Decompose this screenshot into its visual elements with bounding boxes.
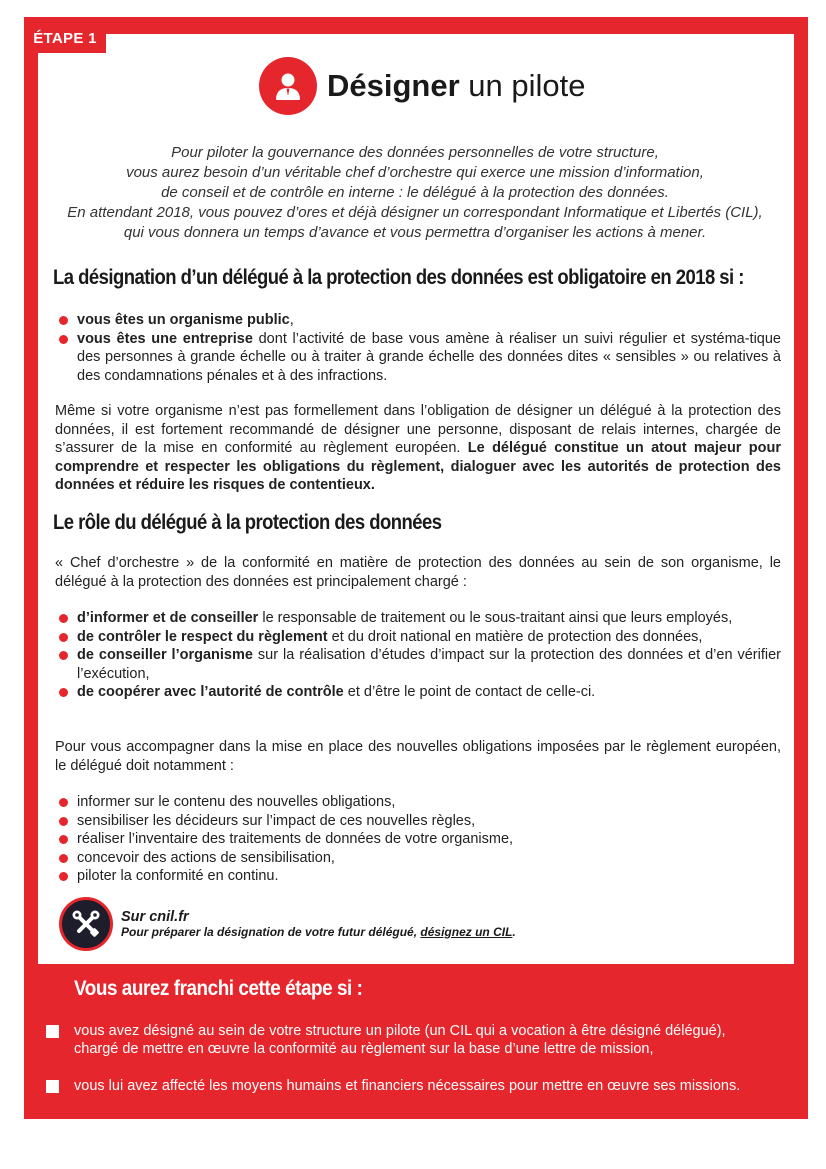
list-item <box>55 311 781 330</box>
title-rest: un pilote <box>459 68 586 103</box>
list-item: piloter la conformité en continu. <box>55 867 781 886</box>
list-item: réaliser l’inventaire des traitements de données de votre organisme, <box>55 830 781 849</box>
intro-line: Pour piloter la gouvernance des données personnelles de votre structure, <box>171 144 659 161</box>
checklist-text: vous avez désigné au sein de votre structure un pilote (un CIL qui a vocation à être désigné délégué), chargé de mettre en œuvre la conformité au règlement sur la base d’une lettre de mission, <box>74 1023 726 1057</box>
tasks-list-block <box>55 793 781 886</box>
section-heading-role: Le rôle du délégué à la protection des données <box>53 511 442 534</box>
tip-end: . <box>512 925 516 939</box>
list-item-text: et du droit national en matière de protection des données, <box>327 628 703 645</box>
obligation-list <box>55 311 781 385</box>
recommendation-bold: Le délégué constitue un atout majeur pour comprendre et respecter les obligations du règlement, dialoguer avec les autorités de protection des données et réduire les risques de contentieux. <box>55 440 782 493</box>
role-list <box>55 609 781 702</box>
section-heading-obligation: La désignation d’un délégué à la protection des données est obligatoire en 2018 si : <box>53 266 744 289</box>
page-title-row <box>259 56 586 116</box>
intro-line: vous aurez besoin d’un véritable chef d’orchestre qui exerce une mission d’information, <box>126 164 704 181</box>
list-item-text: et d’être le point de contact de celle-ci. <box>343 684 596 700</box>
list-item-bold: de coopérer avec l’autorité de contrôle <box>77 684 344 700</box>
step-badge: ÉTAPE 1 <box>24 25 106 53</box>
title-bold: Désigner <box>327 68 460 103</box>
intro-paragraph <box>40 143 790 243</box>
list-item <box>55 330 781 386</box>
list-item-bold: d’informer et de conseiller <box>77 610 259 626</box>
role-intro: « Chef d’orchestre » de la conformité en matière de protection des données au sein de son organisme, le délégué à la protection des données est principalement chargé : <box>55 555 781 590</box>
checkbox[interactable] <box>46 1080 59 1093</box>
tip-text-block <box>121 909 516 939</box>
intro-line: de conseil et de contrôle en interne : le délégué à la protection des données. <box>161 184 669 201</box>
obligation-list-block <box>55 311 781 385</box>
user-icon <box>259 57 317 115</box>
checkbox[interactable] <box>46 1025 59 1038</box>
recommendation-text: Même si votre organisme n’est pas formellement dans l’obligation de désigner un délégué à la protection des données, il est fortement recommandé de désigner une personne, disposant de relais internes, chargée de s’assurer de la mise en conformité au règlement européen. <box>55 403 781 456</box>
list-item-text: , <box>289 312 294 328</box>
tools-icon <box>59 897 113 951</box>
list-item <box>55 683 781 702</box>
checklist-item <box>46 1077 746 1095</box>
tip-title: Sur cnil.fr <box>121 909 189 925</box>
recommendation-paragraph <box>55 402 781 495</box>
list-item-text: le responsable de traitement ou le sous-traitant ainsi que leurs employés, <box>258 610 733 626</box>
tasks-list <box>55 793 781 886</box>
list-item: informer sur le contenu des nouvelles obligations, <box>55 793 781 812</box>
checklist-item <box>46 1022 746 1058</box>
final-heading: Vous aurez franchi cette étape si : <box>74 977 363 1000</box>
checklist-text: vous lui avez affecté les moyens humains et financiers nécessaires pour mettre en œuvre ses missions. <box>74 1078 741 1094</box>
list-item-bold: vous êtes une entreprise <box>77 330 253 347</box>
tip-text <box>121 925 516 939</box>
list-item-text: dont l’activité de base vous amène à réaliser un suivi régulier et systéma-tique des personnes à grande échelle ou à traiter à grande échelle des données dites « sensibles » ou relatives à des condamnations pénales et à des infractions. <box>77 330 781 384</box>
list-item: concevoir des actions de sensibilisation, <box>55 849 781 868</box>
list-item-bold: vous êtes un organisme public <box>77 312 290 328</box>
list-item <box>55 646 781 683</box>
intro-line: qui vous donnera un temps d’avance et vous permettra d’organiser les actions à mener. <box>123 224 707 241</box>
list-item <box>55 609 781 628</box>
page-title <box>327 68 586 104</box>
tip-sentence: Pour préparer la désignation de votre futur délégué, <box>121 925 421 939</box>
list-item-text: sur la réalisation d’études d’impact sur la protection des données et d’en vérifier l’exécution, <box>77 647 781 682</box>
designate-cil-link[interactable]: désignez un CIL <box>420 925 513 939</box>
list-item-bold: de contrôler le respect du règlement <box>77 628 328 645</box>
list-item: sensibiliser les décideurs sur l’impact de ces nouvelles règles, <box>55 812 781 831</box>
intro-line: En attendant 2018, vous pouvez d’ores et déjà désigner un correspondant Informatique et Libertés (CIL), <box>67 204 763 221</box>
role-list-block <box>55 609 781 702</box>
list-item <box>55 628 781 647</box>
list-item-bold: de conseiller l’organisme <box>77 647 253 663</box>
tasks-intro: Pour vous accompagner dans la mise en place des nouvelles obligations imposées par le règlement européen, le délégué doit notamment : <box>55 739 781 774</box>
cnil-tip <box>59 897 516 951</box>
